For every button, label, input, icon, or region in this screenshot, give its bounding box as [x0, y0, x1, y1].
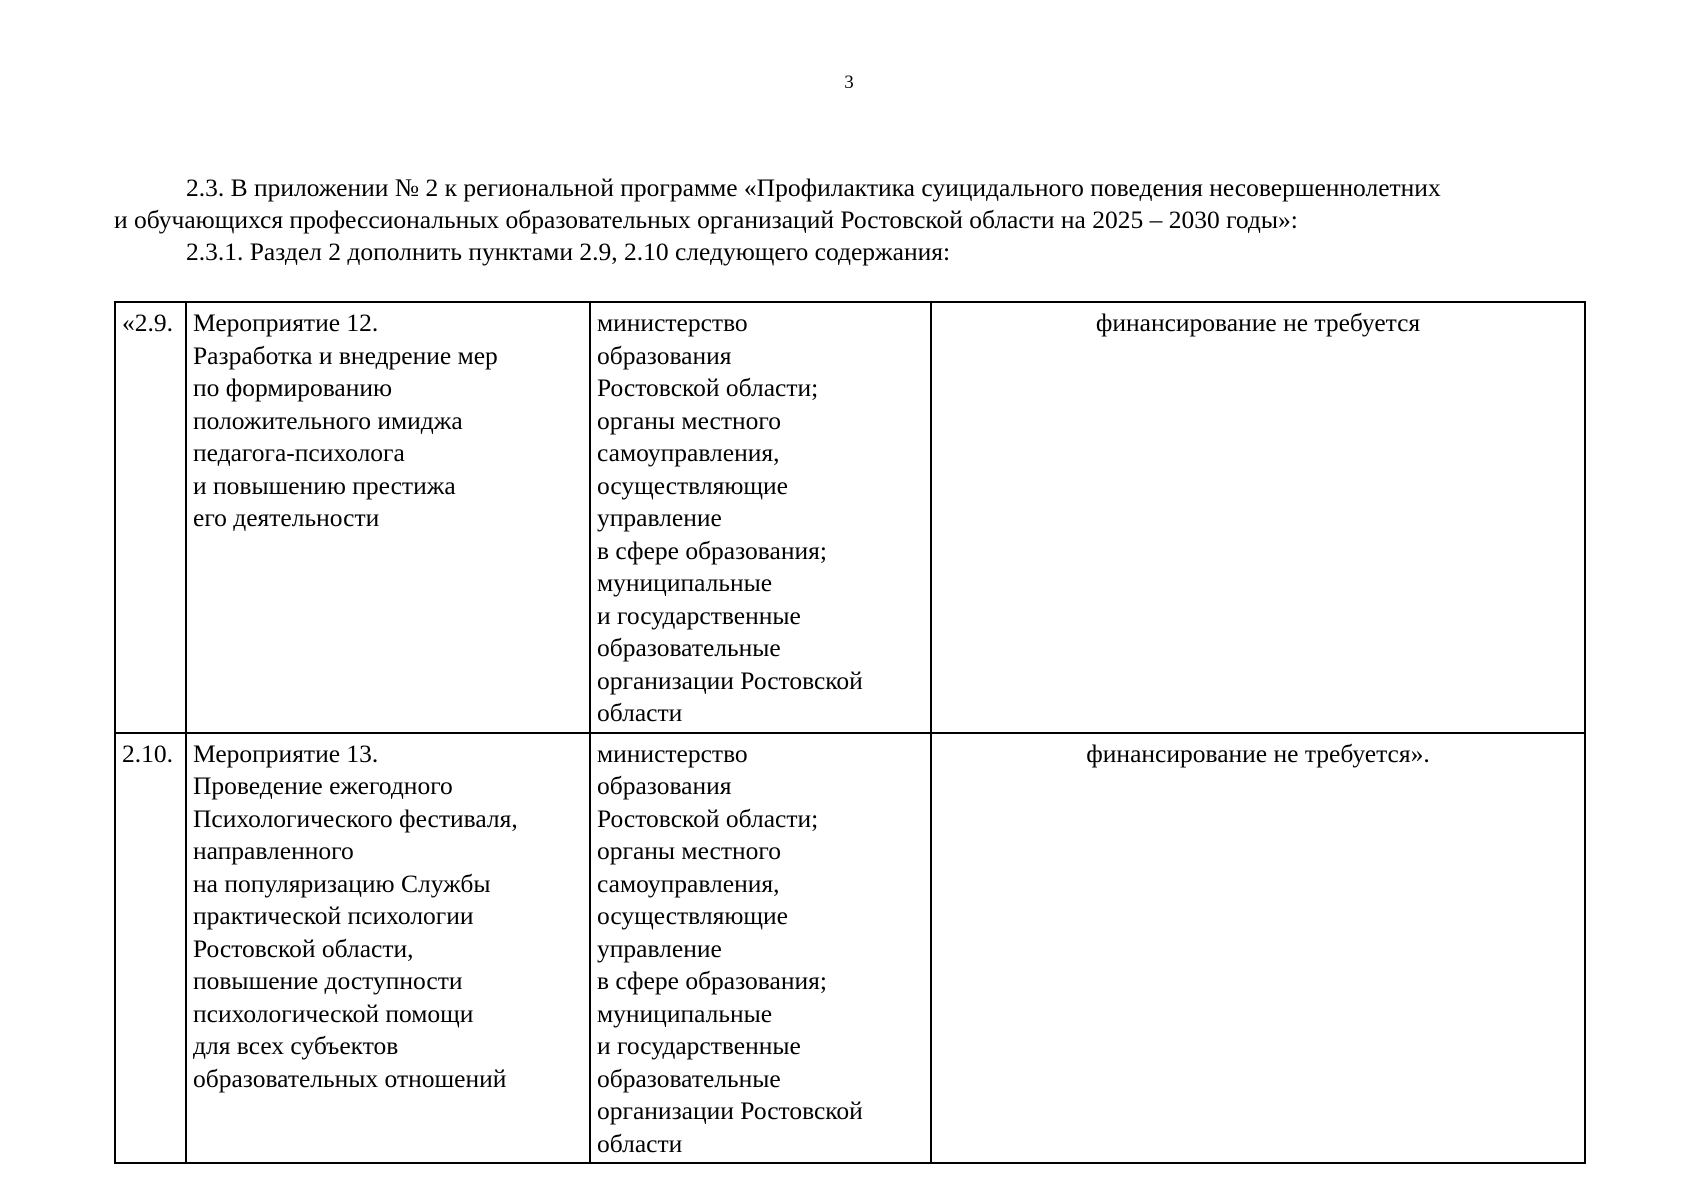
responsible-line: Ростовской области; [597, 803, 819, 833]
intro-paragraph-1-line-2: и обучающихся профессиональных образовательных организаций Ростовской области на 2025 – 2030 годы»: [114, 205, 1298, 234]
event-line: Мероприятие 12. [193, 308, 379, 337]
financing-cell: финансирование не требуется». [931, 733, 1585, 1164]
event-line: по формированию [193, 373, 393, 402]
event-line: его деятельности [193, 503, 380, 532]
event-cell [186, 733, 590, 1164]
event-line: для всех субъектов [193, 1031, 399, 1060]
event-cell [186, 302, 590, 733]
intro-text [114, 172, 1584, 268]
event-line: Ростовской области, [193, 933, 414, 963]
responsible-cell [590, 302, 931, 733]
event-line: Разработка и внедрение мер [193, 340, 498, 370]
responsible-line: образовательные [597, 1063, 781, 1093]
responsible-line: организации Ростовской [597, 1096, 863, 1125]
events-table [114, 301, 1586, 1164]
row-number-cell: 2.10. [115, 733, 186, 1164]
event-line: на популяризацию Службы [193, 868, 491, 898]
event-line: практической психологии [193, 901, 474, 930]
responsible-line: Ростовской области; [597, 373, 819, 402]
intro-paragraph-2-text: 2.3.1. Раздел 2 дополнить пунктами 2.9, 2.10 следующего содержания: [186, 237, 951, 266]
intro-paragraph-1 [114, 172, 1584, 204]
responsible-line: управление [597, 933, 722, 963]
intro-paragraph-1-continued [114, 204, 1584, 236]
responsible-line: самоуправления, [597, 438, 780, 467]
responsible-line: муниципальные [597, 568, 773, 597]
responsible-line: осуществляющие [597, 470, 788, 500]
page-number: 3 [844, 72, 854, 93]
responsible-line: министерство [597, 308, 748, 337]
event-line: психологической помощи [193, 998, 474, 1028]
responsible-line: органы местного [597, 836, 781, 865]
responsible-cell [590, 733, 931, 1164]
financing-cell: финансирование не требуется [931, 302, 1585, 733]
intro-paragraph-2 [114, 236, 1584, 268]
responsible-line: в сфере образования; [597, 535, 827, 565]
responsible-line: области [597, 1128, 683, 1158]
event-line: образовательных отношений [193, 1063, 507, 1093]
responsible-line: области [597, 698, 683, 727]
event-line: Мероприятие 13. [193, 738, 379, 768]
event-line: направленного [193, 836, 354, 865]
table-row [115, 733, 1585, 1164]
responsible-line: и государственные [597, 1031, 801, 1060]
responsible-line: в сфере образования; [597, 966, 827, 995]
responsible-line: образования [597, 771, 732, 800]
event-line: Психологического фестиваля, [193, 803, 518, 833]
responsible-line: управление [597, 503, 722, 532]
intro-paragraph-1-line-1: 2.3. В приложении № 2 к региональной программе «Профилактика суицидального поведения несовершеннолетних [186, 173, 1441, 202]
responsible-line: организации Ростовской [597, 665, 863, 695]
event-line: Проведение ежегодного [193, 771, 453, 800]
table-row [115, 302, 1585, 733]
responsible-line: министерство [597, 738, 748, 768]
responsible-line: органы местного [597, 405, 781, 435]
row-number-cell: «2.9. [115, 302, 186, 733]
responsible-line: образовательные [597, 633, 781, 662]
event-line: повышение доступности [193, 966, 463, 995]
responsible-line: образования [597, 340, 732, 370]
event-line: и повышению престижа [193, 470, 456, 500]
responsible-line: самоуправления, [597, 868, 780, 898]
event-line: педагога-психолога [193, 438, 405, 467]
event-line: положительного имиджа [193, 405, 463, 435]
responsible-line: и государственные [597, 600, 801, 630]
responsible-line: осуществляющие [597, 901, 788, 930]
responsible-line: муниципальные [597, 998, 773, 1028]
